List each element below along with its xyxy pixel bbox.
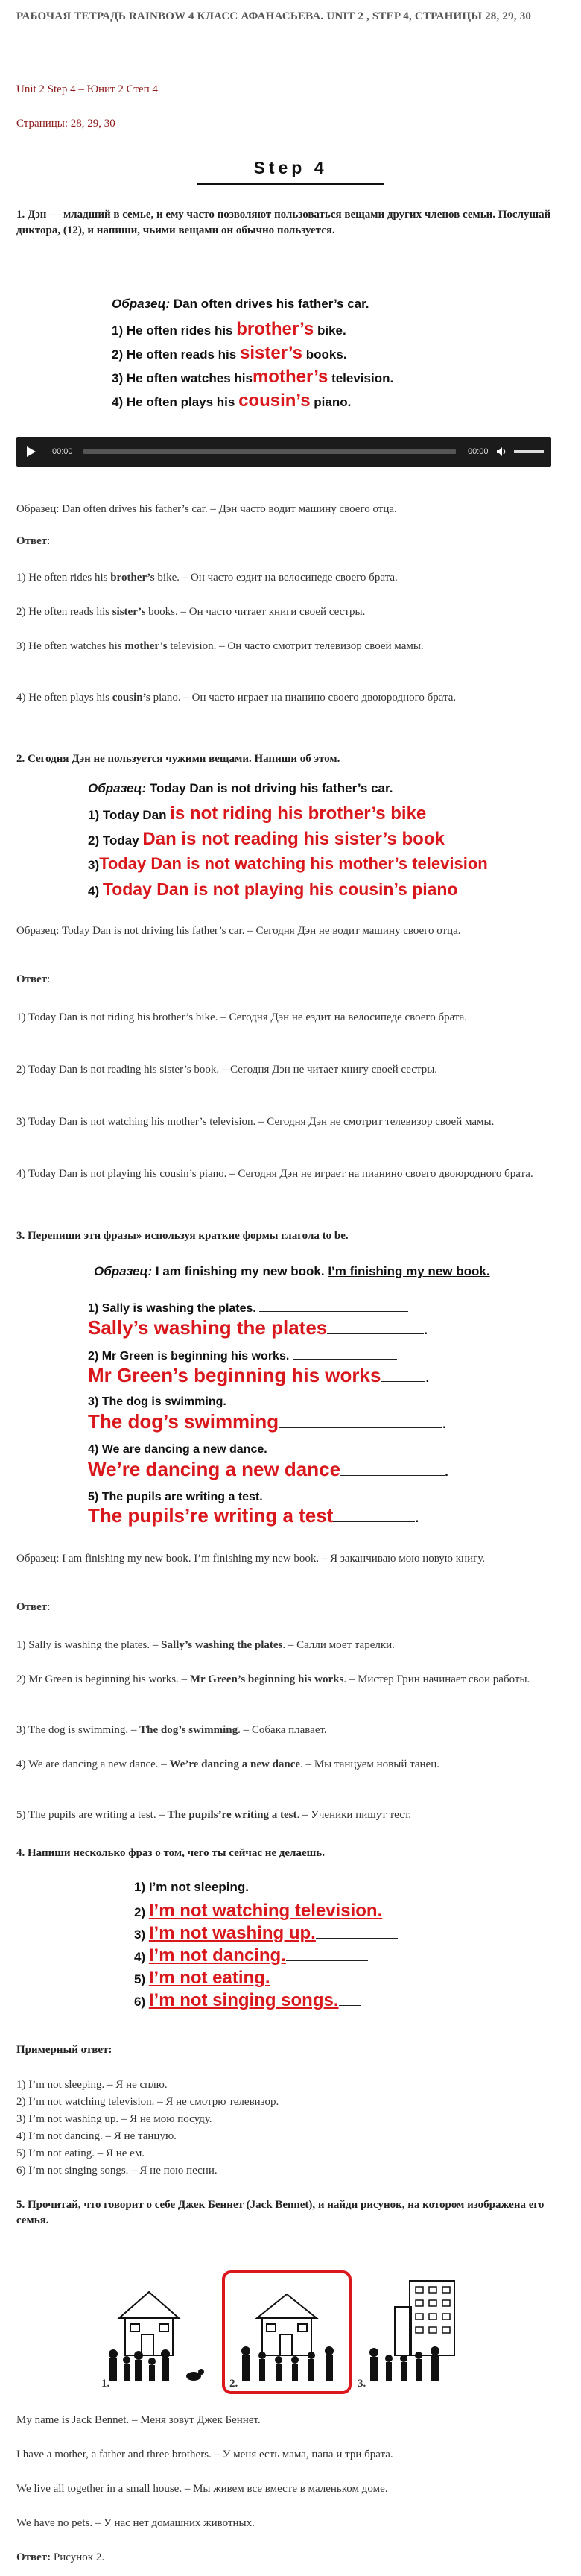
answer-line: 1) Sally is washing the plates. – Sally’s washing the plates. – Салли моет тарелки. (16, 1639, 395, 1651)
task1-answer: cousin’s (238, 391, 311, 411)
step-heading (171, 158, 410, 185)
answer-line: 5) I’m not eating. – Я не ем. (16, 2147, 145, 2159)
task3-example: Образец: I am finishing my new book. I’m finishing my new book. (94, 1264, 490, 1278)
task2-answer: is not riding his brother’s bike (170, 804, 427, 824)
picture-label: 2. (229, 2378, 238, 2390)
task1-row: 2) He often reads his sister’s books. (112, 343, 347, 363)
step-heading-underline (197, 183, 384, 185)
task4-answer: I’m not washing up. (148, 1923, 316, 1943)
volume-icon[interactable] (496, 446, 507, 457)
text-line: We have no pets. – У нас нет домашних животных. (16, 2517, 255, 2529)
task4-answer: I’m not watching television. (148, 1901, 383, 1921)
task3-row: 5) The pupils are writing a test. (88, 1491, 263, 1503)
unit-line: Unit 2 Step 4 – Юнит 2 Степ 4 (16, 83, 158, 95)
answer-line: 2) He often reads his sister’s books. – Он часто читает книги своей сестры. (16, 606, 366, 618)
task4-answer: I’m not singing songs. (148, 1990, 339, 2010)
answer-line: 1) Today Dan is not riding his brother’s bike. – Сегодня Дэн не ездит на велосипеде своего брата. (16, 1011, 468, 1023)
task2-answer: Today Dan is not playing his cousin’s piano (102, 880, 458, 899)
task2-answer: Dan is not reading his sister’s book (142, 829, 445, 849)
task2-instruction: 2. Сегодня Дэн не пользуется чужими вещами. Напиши об этом. (16, 753, 340, 765)
play-icon[interactable] (27, 446, 36, 457)
task4-instruction: 4. Напиши несколько фраз о том, чего ты сейчас не делаешь. (16, 1847, 325, 1859)
task1-exercise (112, 297, 499, 423)
task3-row: 4) We are dancing a new dance. (88, 1443, 267, 1456)
audio-current-time: 00:00 (52, 447, 73, 456)
answer-line: 3) I’m not washing up. – Я не мою посуду. (16, 2113, 212, 2125)
task2-row: 3)Today Dan is not watching his mother’s television (88, 854, 488, 873)
task1-answer: mother’s (252, 367, 328, 387)
task3-row-answer: The pupils’re writing a test . (88, 1504, 419, 1527)
volume-slider[interactable] (514, 450, 544, 453)
task3-exercise (88, 1264, 520, 1525)
task1-answer: brother’s (236, 319, 314, 339)
task4-row: 5) I’m not eating. (134, 1968, 367, 1989)
answer-label: Ответ: (16, 1601, 51, 1613)
task3-row: 2) Mr Green is beginning his works. (88, 1348, 397, 1363)
task3-row: 3) The dog is swimming. (88, 1395, 226, 1408)
answer-line: 1) I’m not sleeping. – Я не сплю. (16, 2079, 168, 2091)
picture-label: 1. (101, 2378, 110, 2390)
sample-answer-label: Примерный ответ: (16, 2044, 112, 2056)
task3-instruction: 3. Перепиши эти фразы» используя краткие формы глагола to be. (16, 1230, 349, 1242)
text-line: My name is Jack Bennet. – Меня зовут Джек Беннет. (16, 2414, 261, 2426)
audio-player (16, 437, 551, 467)
family-illustration (97, 2266, 484, 2400)
task3-row-answer: Sally’s washing the plates . (88, 1316, 428, 1339)
answer-line: 2) I’m not watching television. – Я не смотрю телевизор. (16, 2096, 279, 2108)
task4-row: 3) I’m not washing up. (134, 1923, 398, 1944)
task3-row-answer: We’re dancing a new dance . (88, 1458, 448, 1480)
task4-row: 2) I’m not watching television. (134, 1901, 383, 1921)
answer-line: 1) He often rides his brother’s bike. – Он часто ездит на велосипеде своего брата. (16, 572, 398, 584)
task3-row: 1) Sally is washing the plates. (88, 1300, 408, 1316)
task1-row: 4) He often plays his cousin’s piano. (112, 391, 352, 411)
answer-line: 4) He often plays his cousin’s piano. – Он часто играет на пианино своего двоюродного брата. (16, 692, 457, 704)
picture-1 (109, 2292, 204, 2381)
answer-line: 4) Today Dan is not playing his cousin’s piano. – Сегодня Дэн не играет на пианино своего двоюродного брата. (16, 1168, 533, 1180)
answer-line: 5) The pupils are writing a test. – The pupils’re writing a test. – Ученики пишут тест. (16, 1809, 412, 1821)
answer-line: 3) Today Dan is not watching his mother’s television. – Сегодня Дэн не смотрит телевизор своей мамы. (16, 1116, 495, 1128)
task3-example-translation: Образец: I am finishing my new book. I’m finishing my new book. – Я заканчиваю мою новую книгу. (16, 1553, 486, 1565)
task1-row: 1) He often rides his brother’s bike. (112, 319, 346, 339)
task4-row: 6) I’m not singing songs. (134, 1990, 361, 2011)
task2-example: Образец: Today Dan is not driving his father’s car. (88, 781, 393, 795)
task2-row: 1) Today Dan is not riding his brother’s bike (88, 804, 427, 824)
answer-label: Ответ: (16, 535, 51, 547)
step-heading-text: Step 4 (253, 158, 328, 177)
example-text: Dan often drives his father’s car. (173, 297, 369, 311)
audio-progress-bar[interactable] (83, 449, 456, 454)
task3-row-answer: The dog’s swimming . (88, 1410, 446, 1433)
answer-line: 2) Today Dan is not reading his sister’s book. – Сегодня Дэн не читает книгу своей сестры. (16, 1064, 438, 1076)
answer-line: 4) We are dancing a new dance. – We’re dancing a new dance. – Мы танцуем новый танец. (16, 1758, 439, 1770)
text-line: We live all together in a small house. – Мы живем все вместе в маленьком доме. (16, 2483, 388, 2495)
family-pictures (97, 2266, 484, 2400)
task4-exercise (134, 1880, 462, 2029)
task1-instruction: 1. Дэн — младший в семье, и ему часто позволяют пользоваться вещами других членов семьи. Послушай диктора, (12), и напиши, чьими вещами он обычно пользуется. (16, 209, 551, 236)
task2-example-translation: Образец: Today Dan is not driving his father’s car. – Сегодня Дэн не водит машину своего отца. (16, 925, 461, 937)
task1-example (112, 297, 369, 312)
task3-row-answer: Mr Green’s beginning his works . (88, 1364, 430, 1386)
task1-example-translation: Образец: Dan often drives his father’s car. – Дэн часто водит машину своего отца. (16, 503, 397, 515)
final-answer: Ответ: Рисунок 2. (16, 2551, 105, 2563)
task1-row: 3) He often watches hismother’s television. (112, 367, 394, 387)
task4-row: 1) I’m not sleeping. (134, 1880, 249, 1894)
page-title: РАБОЧАЯ ТЕТРАДЬ RAINBOW 4 КЛАСС АФАНАСЬЕВА. UNIT 2 , STEP 4, СТРАНИЦЫ 28, 29, 30 (16, 10, 532, 22)
picture-3 (369, 2281, 454, 2381)
answer-line: 2) Mr Green is beginning his works. – Mr Green’s beginning his works. – Мистер Грин начинает свои работы. (16, 1673, 530, 1685)
task4-answer: I’m not eating. (148, 1968, 270, 1988)
answer-line: 4) I’m not dancing. – Я не танцую. (16, 2130, 177, 2142)
answer-line: 6) I’m not singing songs. – Я не пою песни. (16, 2165, 218, 2176)
task2-row: 2) Today Dan is not reading his sister’s book (88, 829, 445, 849)
task2-exercise (88, 781, 505, 908)
task4-answer: I’m not dancing. (148, 1945, 286, 1966)
task5-instruction: 5. Прочитай, что говорит о себе Джек Беннет (Jack Bennet), и найди рисунок, на котором изображена его семья. (16, 2199, 545, 2226)
picture-2 (241, 2294, 334, 2381)
example-label: Образец: (112, 297, 171, 311)
audio-duration: 00:00 (468, 447, 489, 456)
task2-row: 4) Today Dan is not playing his cousin’s piano (88, 880, 458, 899)
task4-row: 4) I’m not dancing. (134, 1945, 368, 1966)
answer-line: 3) The dog is swimming. – The dog’s swimming. – Собака плавает. (16, 1724, 327, 1736)
pages-line: Страницы: 28, 29, 30 (16, 118, 115, 130)
text-line: I have a mother, a father and three brothers. – У меня есть мама, папа и три брата. (16, 2449, 393, 2460)
answer-label: Ответ: (16, 973, 51, 985)
task1-answer: sister’s (239, 343, 303, 363)
picture-label: 3. (358, 2378, 366, 2390)
answer-line: 3) He often watches his mother’s television. – Он часто смотрит телевизор своей мамы. (16, 640, 424, 652)
task2-answer: Today Dan is not watching his mother’s television (99, 854, 488, 873)
